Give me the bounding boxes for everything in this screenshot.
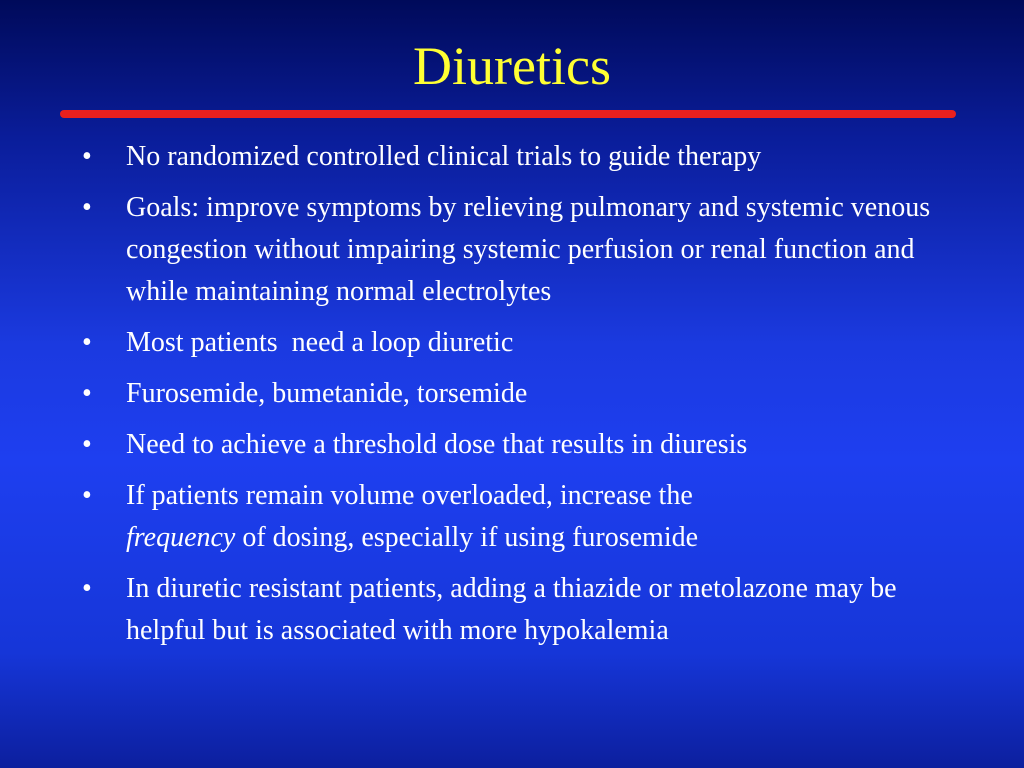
bullet-emphasis: frequency [126, 522, 236, 553]
bullet-text: Furosemide, bumetanide, torsemide [126, 378, 528, 409]
bullet-icon: • [82, 141, 92, 172]
list-item [82, 373, 962, 415]
bullet-text: Need to achieve a threshold dose that results in diuresis [126, 429, 748, 460]
bullet-text-after: of dosing, especially if using furosemide [235, 522, 699, 553]
bullet-icon: • [82, 429, 92, 460]
bullet-text: In diuretic resistant patients, adding a thiazide or metolazone may be helpful but is associated with more hypokalemia [126, 573, 897, 646]
bullet-icon: • [82, 192, 92, 223]
list-item [82, 424, 962, 466]
bullet-text: Goals: improve symptoms by relieving pulmonary and systemic venous congestion without impairing systemic perfusion or renal function and while maintaining normal electrolytes [126, 192, 931, 307]
list-item [82, 568, 962, 652]
bullet-text: Most patients need a loop diuretic [126, 327, 514, 358]
bullet-icon: • [82, 480, 92, 511]
bullet-text: No randomized controlled clinical trials to guide therapy [126, 141, 762, 172]
bullet-list [82, 136, 962, 661]
bullet-icon: • [82, 327, 92, 358]
list-item [82, 475, 962, 559]
bullet-icon: • [82, 378, 92, 409]
list-item [82, 187, 962, 313]
list-item [82, 136, 962, 178]
bullet-icon: • [82, 573, 92, 604]
slide-title: Diuretics [413, 36, 611, 96]
bullet-text-before: If patients remain volume overloaded, increase the [126, 480, 700, 511]
title-underline [60, 110, 956, 118]
list-item [82, 322, 962, 364]
